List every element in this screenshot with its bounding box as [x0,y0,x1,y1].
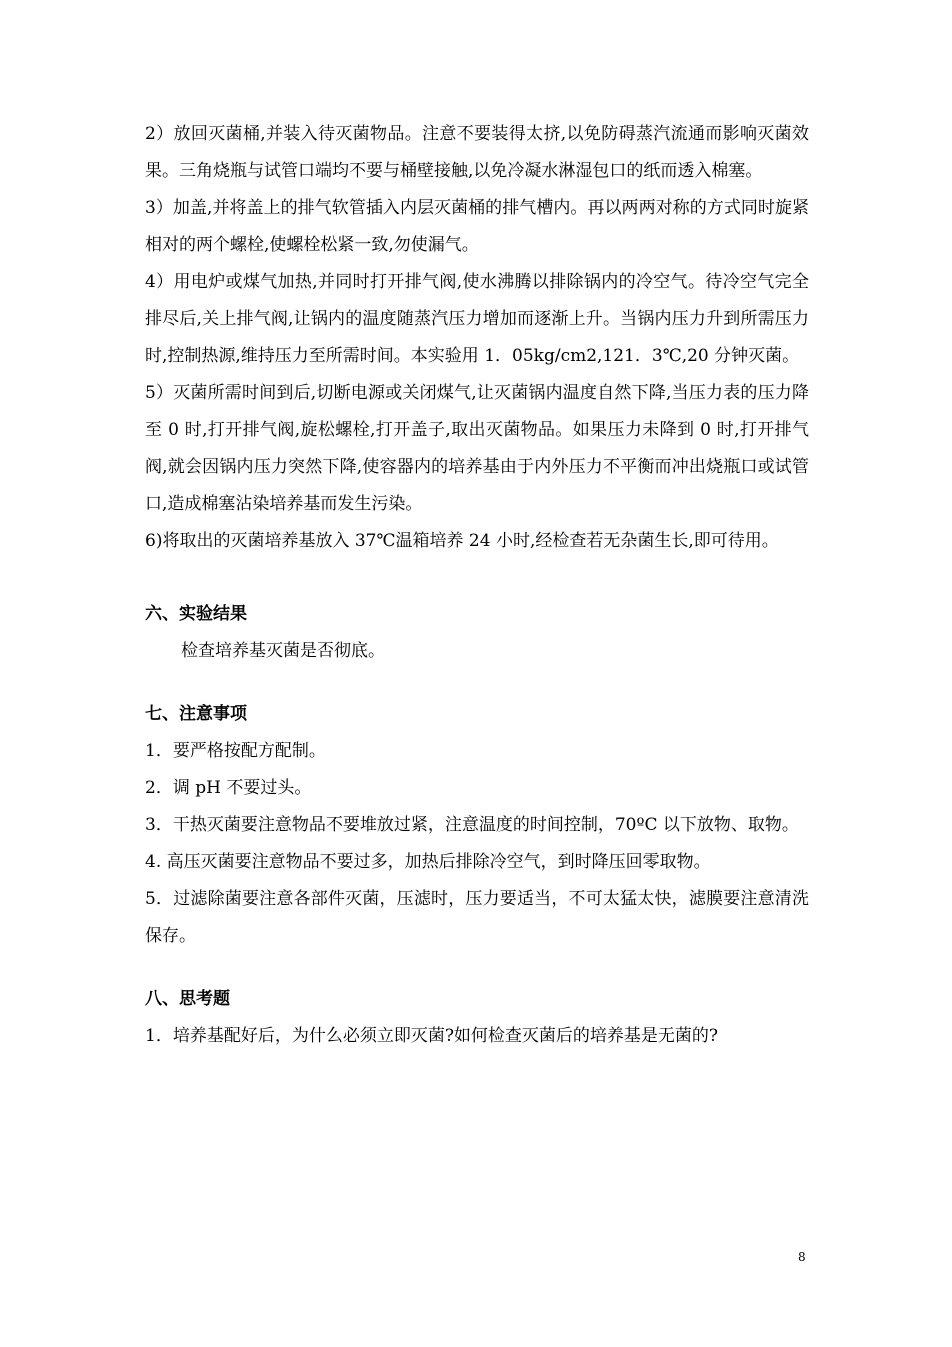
step-6: 6)将取出的灭菌培养基放入 37℃温箱培养 24 小时,经检查若无杂菌生长,即可待用。 [145,531,779,551]
section-7-heading: 七、注意事项 [145,704,247,724]
step-3: 3）加盖,并将盖上的排气软管插入内层灭菌桶的排气槽内。再以两两对称的方式同时旋紧相对的两个螺栓,使螺栓松紧一致,勿使漏气。 [145,198,809,255]
section-6-text: 检查培养基灭菌是否彻底。 [181,641,385,661]
note-item-4: 4. 高压灭菌要注意物品不要过多，加热后排除冷空气，到时降压回零取物。 [145,852,711,872]
note-item-3: 3．干热灭菌要注意物品不要堆放过紧，注意温度的时间控制，70ºC 以下放物、取物。 [145,815,799,835]
note-item-1: 1．要严格按配方配制。 [145,741,326,761]
note-item-5: 5．过滤除菌要注意各部件灭菌，压滤时，压力要适当，不可太猛太快，滤膜要注意清洗保存。 [145,889,809,946]
note-item-2: 2．调 pH 不要过头。 [145,778,312,798]
page-content [145,116,809,1055]
section-8-heading: 八、思考题 [145,989,230,1009]
question-item-1: 1．培养基配好后，为什么必须立即灭菌?如何检查灭菌后的培养基是无菌的? [145,1026,719,1046]
section-6-heading: 六、实验结果 [145,604,247,624]
step-2: 2）放回灭菌桶,并装入待灭菌物品。注意不要装得太挤,以免防碍蒸汽流通而影响灭菌效果。三角烧瓶与试管口端均不要与桶壁接触,以免冷凝水淋湿包口的纸而透入棉塞。 [145,124,809,181]
step-5: 5）灭菌所需时间到后,切断电源或关闭煤气,让灭菌锅内温度自然下降,当压力表的压力降至 0 时,打开排气阀,旋松螺栓,打开盖子,取出灭菌物品。如果压力未降到 0 时,打开排气阀,就会因锅内压力突然下降,使容器内的培养基由于内外压力不平衡而冲出烧瓶口或试管口,造成棉塞沾染培养基而发生污染。 [145,383,809,514]
page-number: 8 [798,1250,806,1264]
step-4: 4）用电炉或煤气加热,并同时打开排气阀,使水沸腾以排除锅内的冷空气。待冷空气完全排尽后,关上排气阀,让锅内的温度随蒸汽压力增加而逐渐上升。当锅内压力升到所需压力时,控制热源,维持压力至所需时间。本实验用 1．05kg/cm2,121．3℃,20 分钟灭菌。 [145,272,809,366]
